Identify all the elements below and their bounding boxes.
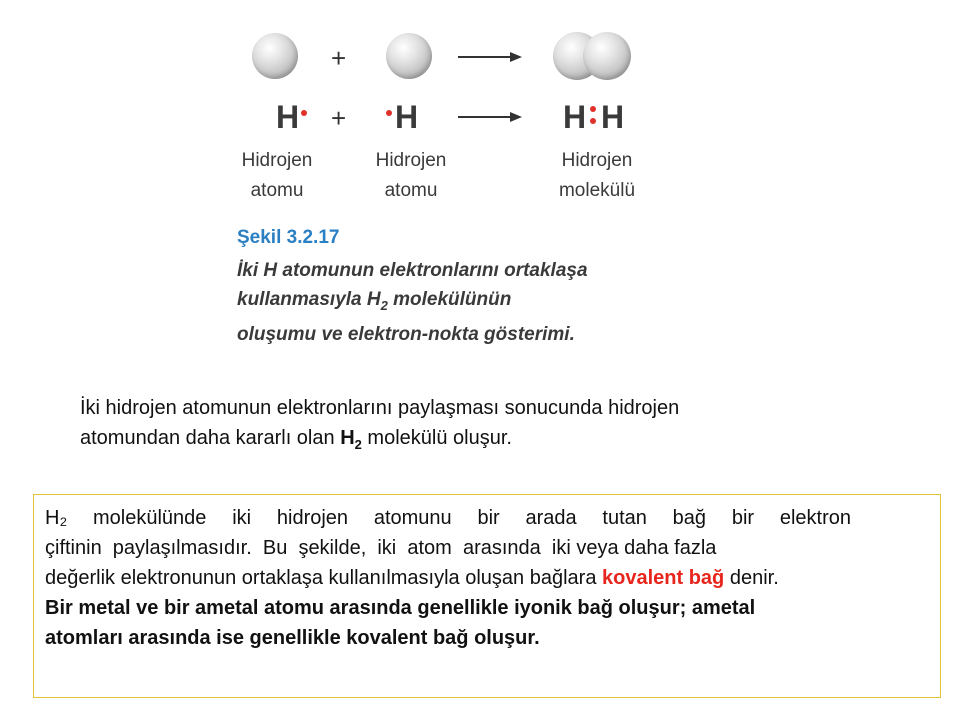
hydrogen-atom-sphere-1 [252,33,298,79]
electron-dot-1 [301,110,307,116]
label-hydrogen-molecule: Hidrojen molekülü [558,150,636,201]
shared-electron-dot-a [590,106,596,112]
definition-line-5: atomları arasında ise genellikle kovalent bağ oluşur. [45,627,540,649]
plus-sign-1: + [331,43,347,73]
h2-molecule-sphere-b [583,32,631,80]
definition-text [45,503,935,653]
h-symbol-4: H [601,99,625,135]
reaction-arrow-1 [458,50,522,64]
h-symbol-1: H [276,99,300,135]
definition-line-4: Bir metal ve bir ametal atomu arasında genellikle iyonik bağ oluşur; ametal [45,597,756,619]
hydrogen-atom-sphere-2 [386,33,432,79]
reaction-arrow-2 [458,110,522,124]
electron-dot-2 [386,110,392,116]
label-hydrogen-atom-2: Hidrojen atomu [375,150,447,201]
label-hydrogen-atom-1: Hidrojen atomu [241,150,313,201]
h-symbol-3: H [563,99,587,135]
covalent-bond-term: kovalent bağ [602,567,725,589]
h-symbol-2: H [395,99,419,135]
intro-paragraph: İki hidrojen atomunun elektronlarını paylaşması sonucunda hidrojen atomundan daha kararlı olan $H_2$ molekülü oluşur. [80,397,680,452]
definition-line-3: değerlik elektronunun ortaklaşa kullanılmasıyla oluşan bağlara kovalent bağ denir. [45,567,779,589]
figure-caption-text: İki H atomunun elektronlarını ortaklaşa kullanmasıyla $H_2$ molekülünün oluşumu ve elektron-nokta gösterimi. [237,260,588,345]
shared-electron-dot-b [590,118,596,124]
definition-line-2: çiftinin paylaşılmasıdır. Bu şekilde, iki atom arasında iki veya daha fazla [45,537,717,559]
definition-box [33,494,941,698]
definition-line-1: H₂ molekülünde iki hidrojen atomunu bir arada tutan bağ bir elektron [45,507,851,529]
plus-sign-2: + [331,103,347,133]
figure-caption-title: Şekil 3.2.17 [237,227,340,248]
